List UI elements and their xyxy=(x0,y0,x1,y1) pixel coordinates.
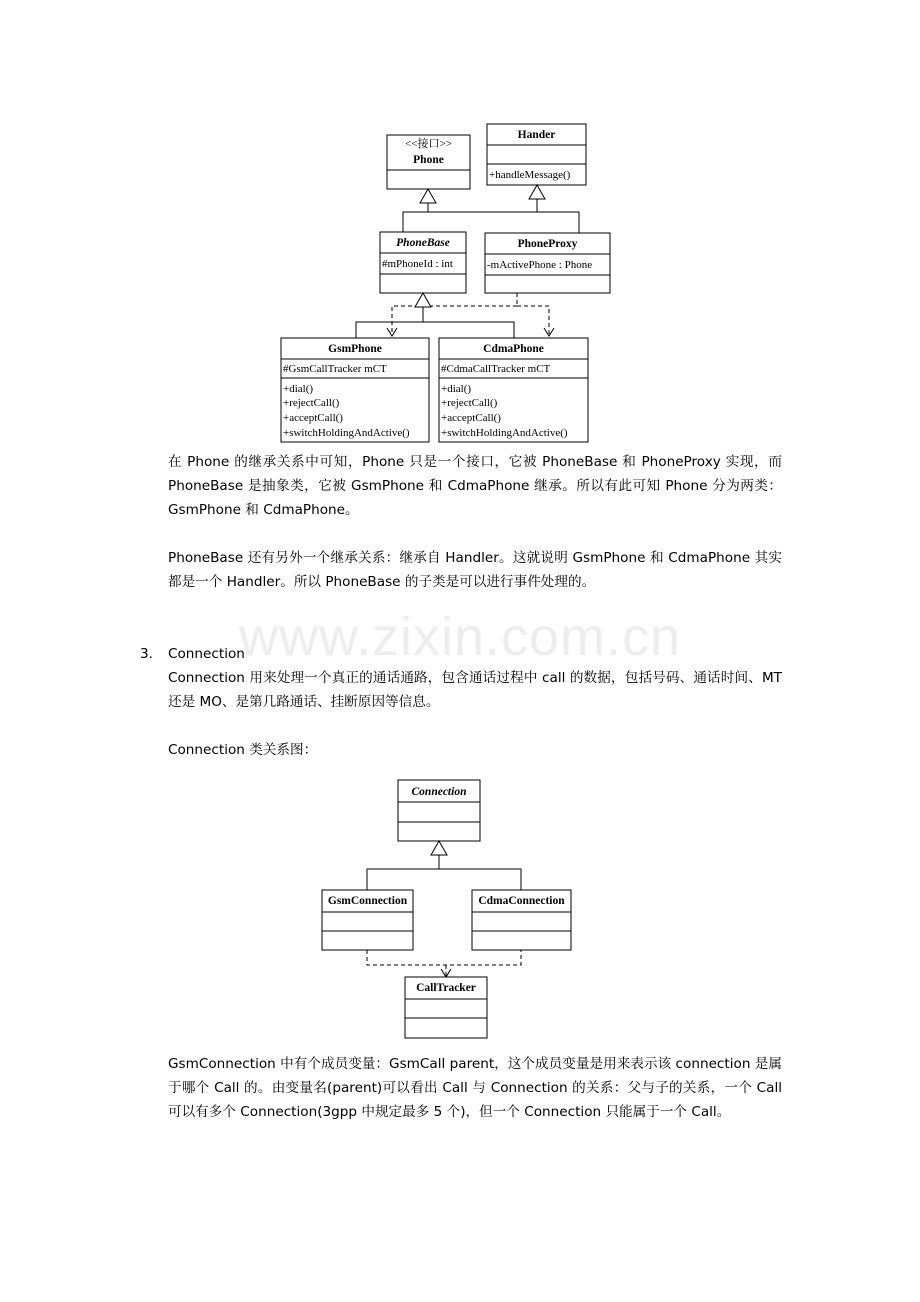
paragraph-phone-hierarchy: 在 Phone 的继承关系中可知，Phone 只是一个接口，它被 PhoneBase 和 PhoneProxy 实现，而 PhoneBase 是抽象类，它被 GsmPhone 和 CdmaPhone 继承。所以有此可知 Phone 分为两类：GsmPhone 和 CdmaPhone。 xyxy=(168,454,782,518)
phone-class-diagram xyxy=(0,0,920,450)
cdmaphone-attr: #CdmaCallTracker mCT xyxy=(441,363,551,375)
gsmphone-method: +acceptCall() xyxy=(283,412,343,424)
paragraph-connection-diagram-caption: Connection 类关系图： xyxy=(168,742,318,758)
phonebase-class-name: PhoneBase xyxy=(396,237,450,249)
hander-class-name: Hander xyxy=(517,129,556,141)
section-number: 3. xyxy=(140,646,153,662)
cdmaphone-method: +acceptCall() xyxy=(441,412,501,424)
cdmaphone-method: +switchHoldingAndActive() xyxy=(441,427,568,439)
phoneproxy-attr: -mActivePhone : Phone xyxy=(487,259,593,271)
inheritance-arrow-phone xyxy=(420,189,436,203)
cdmaconnection-class-box xyxy=(472,890,571,950)
phoneproxy-class-name: PhoneProxy xyxy=(517,238,578,250)
gsmconnection-class-name: GsmConnection xyxy=(327,895,408,907)
hander-method: +handleMessage() xyxy=(489,169,571,181)
paragraph-gsmconnection-parent: GsmConnection 中有个成员变量：GsmCall parent，这个成员变量是用来表示该 connection 是属于哪个 Call 的。由变量名(parent)可以看出 Call 与 Connection 的关系：父与子的关系，一个 Call 可以有多个 Connection(3gpp 中规定最多 5 个)，但一个 Connection 只能属于一个 Call。 xyxy=(168,1056,782,1120)
phone-stereotype: <<接口>> xyxy=(405,138,452,150)
cdmaphone-method: +rejectCall() xyxy=(441,397,498,409)
gsmphone-class-name: GsmPhone xyxy=(328,343,382,355)
connection-class-box xyxy=(398,780,480,841)
calltracker-class-box xyxy=(405,977,487,1038)
phonebase-attr: #mPhoneId : int xyxy=(382,258,453,270)
gsmphone-attr: #GsmCallTracker mCT xyxy=(283,363,387,375)
paragraph-handler-inheritance: PhoneBase 还有另外一个继承关系：继承自 Handler。这就说明 GsmPhone 和 CdmaPhone 其实都是一个 Handler。所以 PhoneBase 的子类是可以进行事件处理的。 xyxy=(168,550,782,590)
inheritance-arrow-phonebase xyxy=(415,293,431,307)
gsmphone-method: +dial() xyxy=(283,383,314,395)
gsmphone-method: +rejectCall() xyxy=(283,397,340,409)
paragraph-connection: Connection 用来处理一个真正的通话通路，包含通话过程中 call 的数据，包括号码、通话时间、MT 还是 MO、是第几路通话、挂断原因等信息。 xyxy=(168,670,782,710)
cdmaphone-method: +dial() xyxy=(441,383,472,395)
phone-class-name: Phone xyxy=(413,154,444,166)
inheritance-arrow-hander xyxy=(529,185,545,199)
calltracker-class-name: CallTracker xyxy=(416,982,476,994)
gsmconnection-class-box xyxy=(322,890,413,950)
cdmaconnection-class-name: CdmaConnection xyxy=(478,895,565,907)
gsmphone-method: +switchHoldingAndActive() xyxy=(283,427,410,439)
watermark: www.zixin.com.cn xyxy=(238,607,682,667)
cdmaphone-class-name: CdmaPhone xyxy=(483,343,544,355)
inheritance-arrow-connection xyxy=(431,841,447,855)
connection-class-name: Connection xyxy=(411,786,467,798)
section-title: Connection xyxy=(168,646,245,662)
